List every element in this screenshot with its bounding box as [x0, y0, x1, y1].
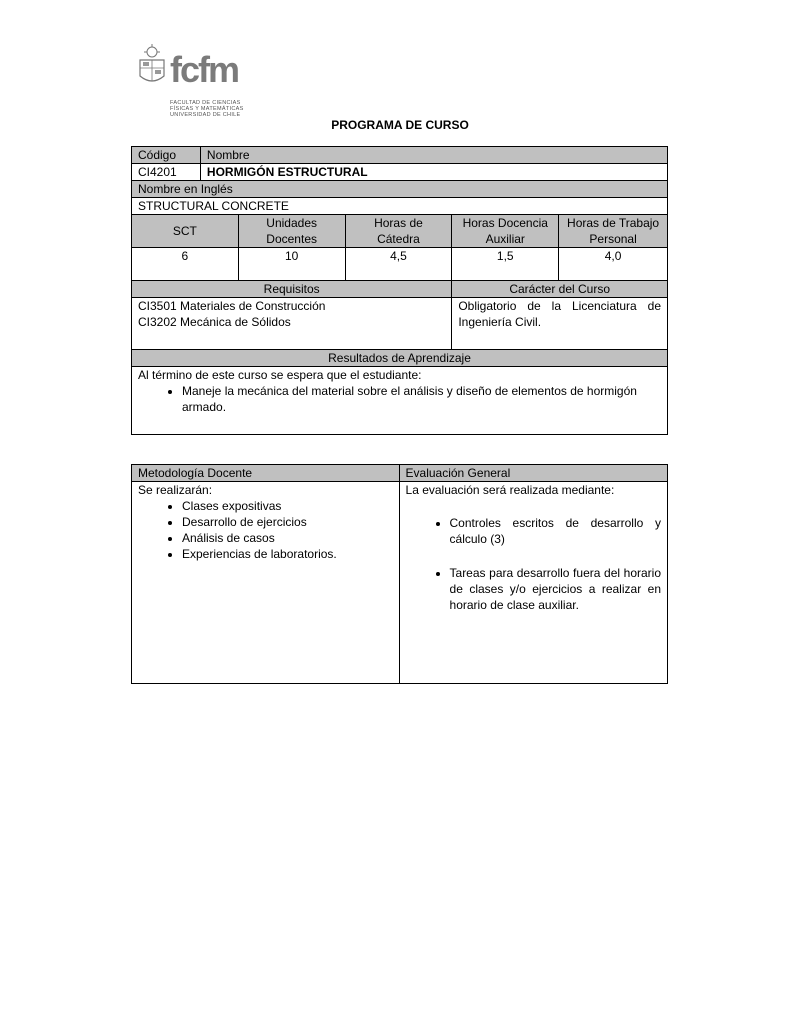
- lecture-hours-header: Horas de Cátedra: [345, 215, 452, 248]
- logo-subtitle: FACULTAD DE CIENCIAS FÍSICAS Y MATEMÁTICAS UNIVERSIDAD DE CHILE: [170, 100, 244, 118]
- methodology-item: • Clases expositivas: [182, 498, 393, 514]
- evaluation-item: • Tareas para desarrollo fuera del horario de clases y/o ejercicios a realizar en horario de clase auxiliar.: [450, 565, 661, 613]
- methodology-label: Metodología Docente: [132, 465, 400, 482]
- outcomes-intro: Al término de este curso se espera que el estudiante:: [138, 368, 422, 382]
- methodology-evaluation-table: [131, 464, 668, 684]
- requirements-cell: [132, 298, 452, 350]
- outcomes-cell: [132, 367, 668, 435]
- teaching-units-header: Unidades Docentes: [238, 215, 345, 248]
- evaluation-list: [406, 515, 661, 613]
- methodology-item: • Experiencias de laboratorios.: [182, 546, 393, 562]
- university-seal-icon: [136, 44, 168, 88]
- course-name: HORMIGÓN ESTRUCTURAL: [200, 164, 667, 181]
- auxiliary-hours-value: 1,5: [452, 248, 559, 281]
- personal-work-hours-header: Horas de Trabajo Personal: [559, 215, 668, 248]
- course-info-table: [131, 146, 668, 435]
- sct-value: 6: [132, 248, 239, 281]
- methodology-item: • Desarrollo de ejercicios: [182, 514, 393, 530]
- methodology-cell: [132, 482, 400, 684]
- methodology-intro: Se realizarán:: [138, 483, 213, 497]
- auxiliary-hours-header: Horas Docencia Auxiliar: [452, 215, 559, 248]
- outcome-item: • Maneje la mecánica del material sobre el análisis y diseño de elementos de hormigón armado.: [182, 383, 661, 415]
- methodology-item: • Análisis de casos: [182, 530, 393, 546]
- english-name: STRUCTURAL CONCRETE: [132, 198, 668, 215]
- methodology-list: [138, 498, 393, 562]
- teaching-units-value: 10: [238, 248, 345, 281]
- course-code: CI4201: [132, 164, 201, 181]
- name-label: Nombre: [200, 147, 667, 164]
- lecture-hours-value: 4,5: [345, 248, 452, 281]
- faculty-logo: [136, 44, 256, 118]
- requirement-item: CI3501 Materiales de Construcción: [138, 299, 326, 313]
- code-label: Código: [132, 147, 201, 164]
- character-label: Carácter del Curso: [452, 281, 668, 298]
- course-character: Obligatorio de la Licenciatura de Ingeniería Civil.: [452, 298, 668, 350]
- outcomes-list: [138, 383, 661, 415]
- requirement-item: CI3202 Mecánica de Sólidos: [138, 315, 291, 329]
- document-title: PROGRAMA DE CURSO: [331, 118, 469, 132]
- evaluation-cell: [399, 482, 667, 684]
- outcomes-label: Resultados de Aprendizaje: [132, 350, 668, 367]
- english-name-label: Nombre en Inglés: [132, 181, 668, 198]
- evaluation-item: • Controles escritos de desarrollo y cálculo (3): [450, 515, 661, 547]
- requirements-label: Requisitos: [132, 281, 452, 298]
- evaluation-intro: La evaluación será realizada mediante:: [405, 483, 615, 497]
- personal-work-hours-value: 4,0: [559, 248, 668, 281]
- evaluation-label: Evaluación General: [399, 465, 667, 482]
- logo-wordmark: fcfm: [170, 49, 239, 90]
- sct-header: SCT: [132, 215, 239, 248]
